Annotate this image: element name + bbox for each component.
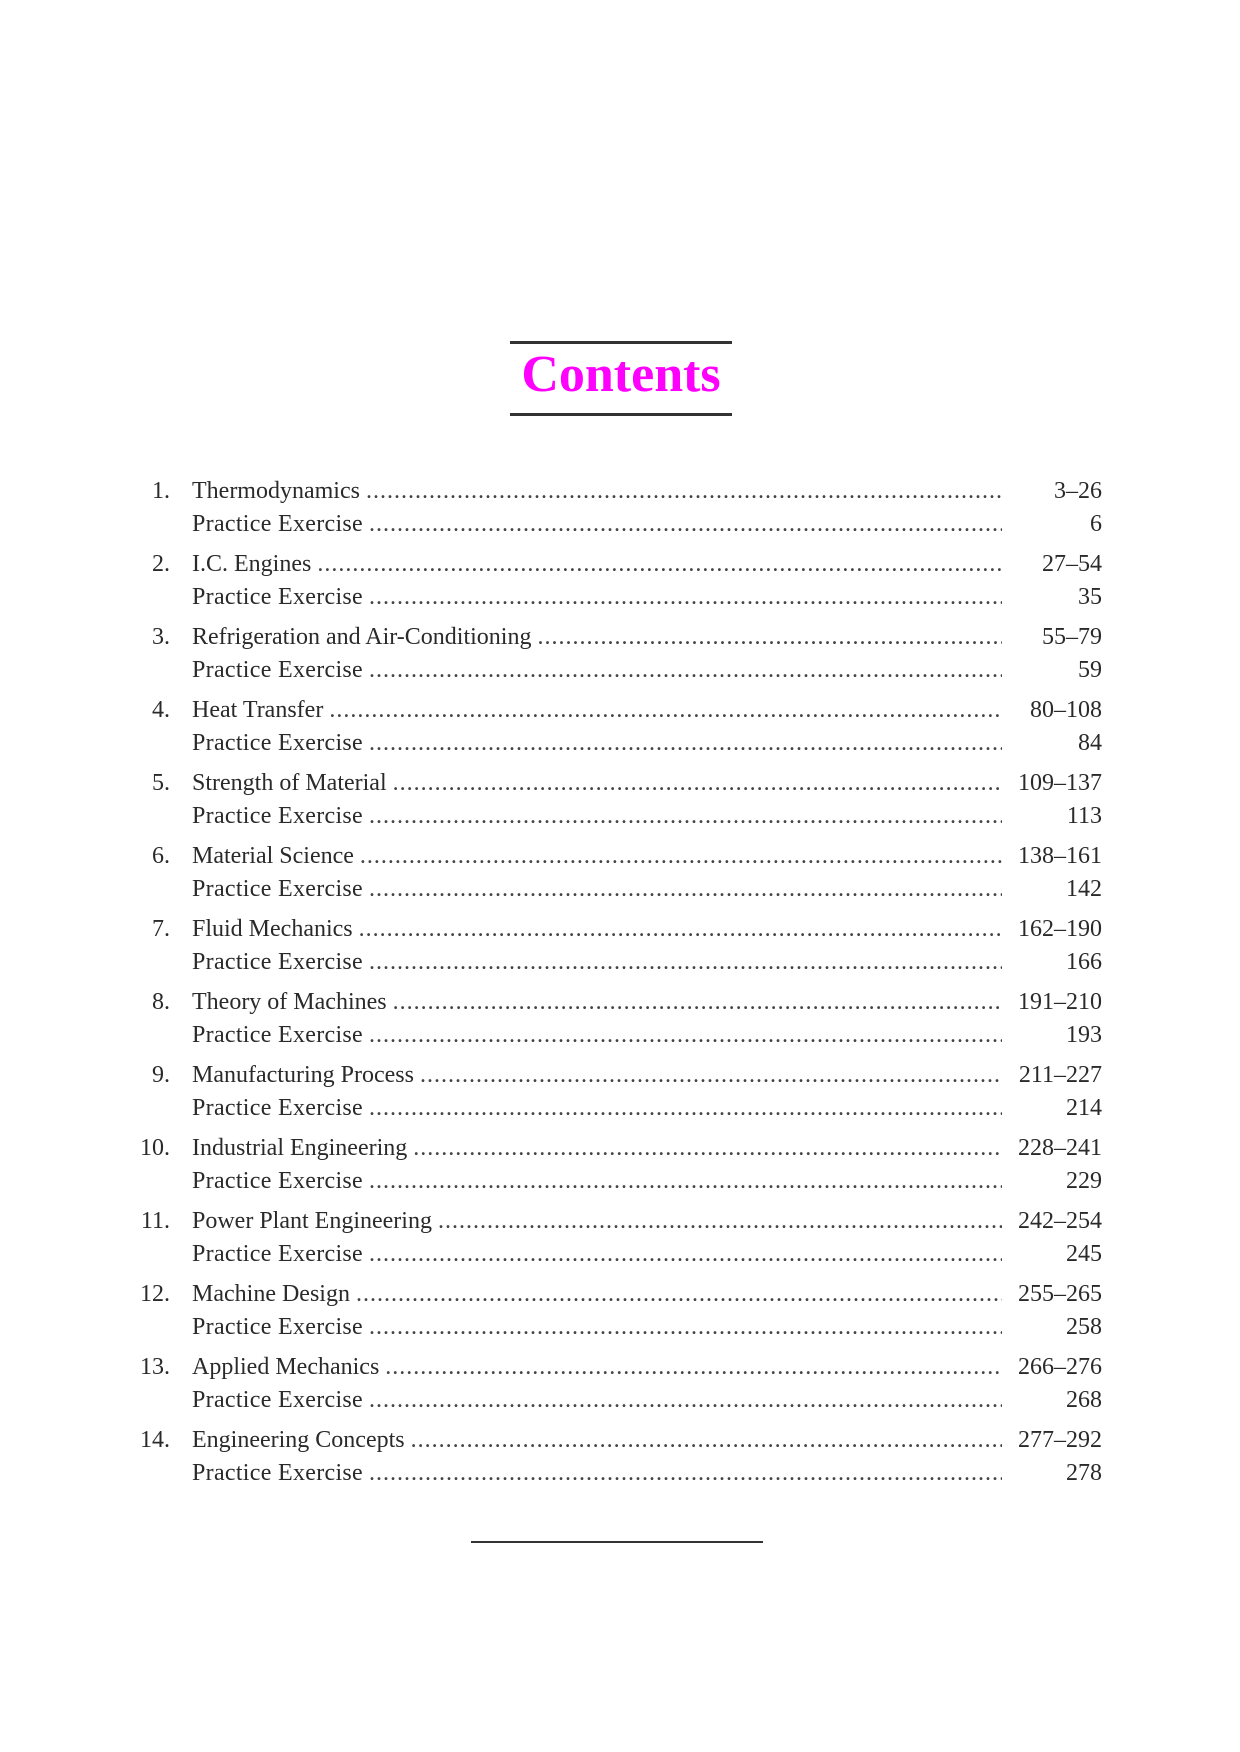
dot-leader (360, 840, 1002, 873)
toc-entry (128, 1424, 1102, 1490)
practice-row[interactable] (128, 873, 1102, 906)
practice-exercise-label: Practice Exercise (192, 511, 364, 537)
practice-page: 258 (1066, 1314, 1102, 1340)
dot-leader (369, 1165, 1002, 1198)
chapter-pages: 242–254 (1018, 1208, 1102, 1234)
chapter-number: 4. (152, 697, 170, 723)
chapter-pages: 55–79 (1042, 624, 1102, 650)
toc-entry (128, 475, 1102, 541)
chapter-number: 9. (152, 1062, 170, 1088)
chapter-number: 8. (152, 989, 170, 1015)
chapter-title: Industrial Engineering (192, 1135, 408, 1161)
chapter-pages: 3–26 (1054, 478, 1102, 504)
chapter-number: 7. (152, 916, 170, 942)
dot-leader (393, 767, 1002, 800)
dot-leader (369, 873, 1002, 906)
practice-row[interactable] (128, 1092, 1102, 1125)
dot-leader (413, 1132, 1002, 1165)
practice-exercise-label: Practice Exercise (192, 1387, 364, 1413)
toc-entry (128, 767, 1102, 833)
practice-page: 142 (1066, 876, 1102, 902)
dot-leader (369, 1092, 1002, 1125)
practice-page: 229 (1066, 1168, 1102, 1194)
dot-leader (317, 548, 1002, 581)
dot-leader (369, 581, 1002, 614)
practice-page: 193 (1066, 1022, 1102, 1048)
chapter-pages: 191–210 (1018, 989, 1102, 1015)
chapter-number: 11. (140, 1208, 170, 1234)
chapter-title: Strength of Material (192, 770, 387, 796)
dot-leader (356, 1278, 1002, 1311)
chapter-pages: 211–227 (1018, 1062, 1102, 1088)
practice-exercise-label: Practice Exercise (192, 584, 364, 610)
chapter-number: 12. (140, 1281, 170, 1307)
chapter-row[interactable] (128, 840, 1102, 873)
chapter-title: Fluid Mechanics (192, 916, 353, 942)
toc-entry (128, 694, 1102, 760)
practice-page: 113 (1066, 803, 1102, 829)
chapter-pages: 138–161 (1018, 843, 1102, 869)
practice-exercise-label: Practice Exercise (192, 1095, 364, 1121)
practice-row[interactable] (128, 800, 1102, 833)
practice-row[interactable] (128, 1238, 1102, 1271)
chapter-title: Applied Mechanics (192, 1354, 380, 1380)
practice-row[interactable] (128, 654, 1102, 687)
dot-leader (369, 1457, 1002, 1490)
toc-entry (128, 1132, 1102, 1198)
chapter-pages: 266–276 (1018, 1354, 1102, 1380)
toc-entry (128, 1205, 1102, 1271)
chapter-row[interactable] (128, 694, 1102, 727)
practice-page: 278 (1066, 1460, 1102, 1486)
chapter-number: 2. (152, 551, 170, 577)
chapter-number: 5. (152, 770, 170, 796)
chapter-number: 13. (140, 1354, 170, 1380)
chapter-pages: 255–265 (1018, 1281, 1102, 1307)
dot-leader (366, 475, 1002, 508)
chapter-title: I.C. Engines (192, 551, 312, 577)
dot-leader (369, 800, 1002, 833)
dot-leader (369, 1238, 1002, 1271)
chapter-pages: 162–190 (1018, 916, 1102, 942)
practice-page: 268 (1066, 1387, 1102, 1413)
practice-row[interactable] (128, 727, 1102, 760)
chapter-title: Theory of Machines (192, 989, 387, 1015)
dot-leader (420, 1059, 1002, 1092)
chapter-row[interactable] (128, 1278, 1102, 1311)
chapter-title: Machine Design (192, 1281, 350, 1307)
dot-leader (369, 508, 1002, 541)
practice-page: 166 (1066, 949, 1102, 975)
dot-leader (369, 1019, 1002, 1052)
practice-exercise-label: Practice Exercise (192, 1022, 364, 1048)
dot-leader (369, 1311, 1002, 1344)
practice-row[interactable] (128, 581, 1102, 614)
practice-page: 245 (1066, 1241, 1102, 1267)
practice-exercise-label: Practice Exercise (192, 1460, 364, 1486)
dot-leader (369, 654, 1002, 687)
toc-entry (128, 1059, 1102, 1125)
toc-entry (128, 840, 1102, 906)
practice-exercise-label: Practice Exercise (192, 657, 364, 683)
chapter-title: Heat Transfer (192, 697, 324, 723)
practice-exercise-label: Practice Exercise (192, 803, 364, 829)
toc-entry (128, 913, 1102, 979)
chapter-row[interactable] (128, 1059, 1102, 1092)
chapter-row[interactable] (128, 1351, 1102, 1384)
chapter-number: 3. (152, 624, 170, 650)
chapter-row[interactable] (128, 913, 1102, 946)
dot-leader (537, 621, 1002, 654)
chapter-number: 10. (140, 1135, 170, 1161)
chapter-title: Thermodynamics (192, 478, 360, 504)
chapter-pages: 27–54 (1042, 551, 1102, 577)
practice-page: 214 (1066, 1095, 1102, 1121)
practice-row[interactable] (128, 508, 1102, 541)
toc-entry (128, 1351, 1102, 1417)
practice-row[interactable] (128, 1457, 1102, 1490)
chapter-title: Refrigeration and Air-Conditioning (192, 624, 532, 650)
chapter-row[interactable] (128, 1132, 1102, 1165)
chapter-pages: 80–108 (1030, 697, 1102, 723)
dot-leader (329, 694, 1002, 727)
page-title: Contents (521, 346, 721, 403)
chapter-title: Power Plant Engineering (192, 1208, 432, 1234)
chapter-number: 1. (152, 478, 170, 504)
bottom-divider (471, 1541, 763, 1543)
dot-leader (359, 913, 1002, 946)
toc-entry (128, 986, 1102, 1052)
chapter-row[interactable] (128, 1424, 1102, 1457)
practice-exercise-label: Practice Exercise (192, 1168, 364, 1194)
chapter-pages: 277–292 (1018, 1427, 1102, 1453)
chapter-row[interactable] (128, 767, 1102, 800)
chapter-row[interactable] (128, 548, 1102, 581)
practice-exercise-label: Practice Exercise (192, 949, 364, 975)
practice-exercise-label: Practice Exercise (192, 1241, 364, 1267)
chapter-pages: 228–241 (1018, 1135, 1102, 1161)
contents-title-block (510, 341, 732, 416)
chapter-row[interactable] (128, 986, 1102, 1019)
practice-exercise-label: Practice Exercise (192, 1314, 364, 1340)
chapter-row[interactable] (128, 475, 1102, 508)
dot-leader (369, 727, 1002, 760)
practice-row[interactable] (128, 1165, 1102, 1198)
dot-leader (411, 1424, 1002, 1457)
chapter-number: 6. (152, 843, 170, 869)
practice-row[interactable] (128, 1384, 1102, 1417)
dot-leader (438, 1205, 1002, 1238)
practice-exercise-label: Practice Exercise (192, 876, 364, 902)
toc-entry (128, 621, 1102, 687)
dot-leader (393, 986, 1002, 1019)
practice-row[interactable] (128, 1311, 1102, 1344)
table-of-contents (128, 475, 1102, 1497)
chapter-title: Manufacturing Process (192, 1062, 414, 1088)
chapter-row[interactable] (128, 621, 1102, 654)
toc-entry (128, 548, 1102, 614)
practice-page: 6 (1090, 511, 1102, 537)
chapter-number: 14. (140, 1427, 170, 1453)
dot-leader (369, 946, 1002, 979)
chapter-title: Material Science (192, 843, 354, 869)
toc-entry (128, 1278, 1102, 1344)
practice-page: 59 (1078, 657, 1102, 683)
practice-page: 84 (1078, 730, 1102, 756)
chapter-pages: 109–137 (1018, 770, 1102, 796)
practice-exercise-label: Practice Exercise (192, 730, 364, 756)
dot-leader (385, 1351, 1002, 1384)
practice-row[interactable] (128, 946, 1102, 979)
chapter-row[interactable] (128, 1205, 1102, 1238)
practice-row[interactable] (128, 1019, 1102, 1052)
chapter-title: Engineering Concepts (192, 1427, 405, 1453)
dot-leader (369, 1384, 1002, 1417)
practice-page: 35 (1078, 584, 1102, 610)
